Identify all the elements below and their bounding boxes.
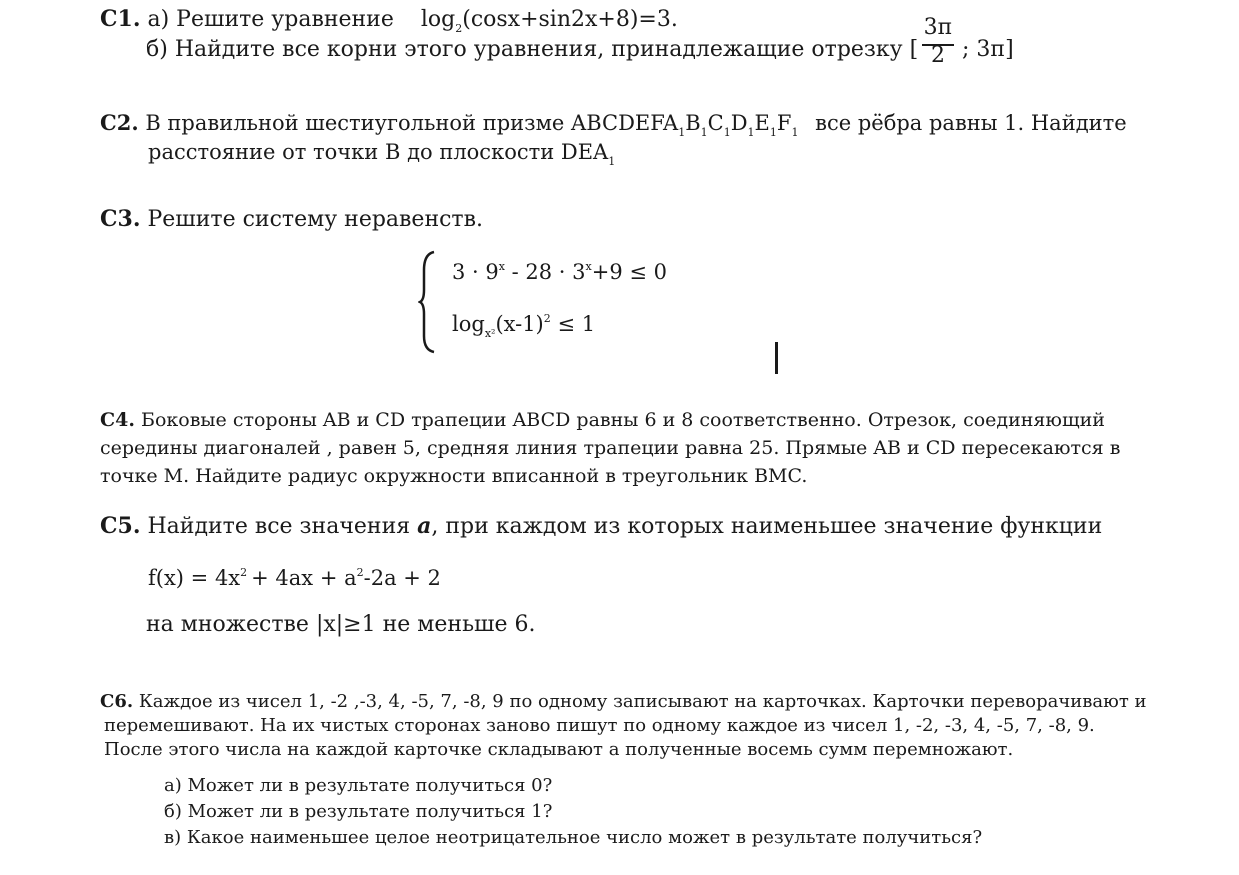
c5-f-c: -2a + 2 <box>363 566 441 590</box>
c3-system-brace <box>418 250 438 354</box>
c1-log: log <box>420 7 456 32</box>
c3-ineq1-exp-1: x <box>498 260 505 273</box>
c6-label: С6. <box>100 691 134 712</box>
c6-line-3: После этого числа на каждой карточке складывают а полученные восемь сумм перемножают. <box>104 739 1014 760</box>
c1-a-prefix: а) Решите уравнение <box>147 7 394 32</box>
c3-ineq1-b: - 28 · 3 <box>504 260 586 284</box>
c2-point-f: F <box>776 111 792 135</box>
c2-sub-5: 1 <box>769 126 777 139</box>
c1-line-a <box>100 6 678 35</box>
c2-point-c: C <box>707 111 724 135</box>
c4-label: С4. <box>100 409 135 431</box>
c5-f-b: + 4ax + a <box>251 566 357 590</box>
c5-variable: a <box>417 513 432 539</box>
c1-line-b <box>146 37 918 62</box>
c1-label: С1. <box>100 6 141 32</box>
c5-text-a: Найдите все значения <box>147 514 418 539</box>
c1-b-end: ; 3п] <box>962 37 1014 62</box>
c6-question-c: в) Какое наименьшее целое неотрицательное число может в результате получиться? <box>164 827 983 848</box>
c1-log-base: 2 <box>455 22 463 35</box>
c2-sub-1: 1 <box>678 126 686 139</box>
c3-text: Решите систему неравенств. <box>147 207 483 232</box>
c5-label: С5. <box>100 513 141 539</box>
c5-f-pow-2: 2 <box>356 566 364 579</box>
c2-sub-4: 1 <box>747 126 755 139</box>
c2-sub-7: 1 <box>608 155 616 168</box>
c2-sub-6: 1 <box>791 126 799 139</box>
c2-line-2 <box>148 140 616 168</box>
c2-line-1 <box>100 110 1127 139</box>
c2-line-1-b: все рёбра равны 1. Найдите <box>808 111 1127 135</box>
c3-label: С3. <box>100 206 141 232</box>
c6-line-1-text: Каждое из чисел 1, -2 ,-3, 4, -5, 7, -8, 9 по одному записывают на карточках. Карточки переворачивают и <box>138 691 1147 712</box>
c6-line-1 <box>100 691 1147 712</box>
c3-ineq1-a: 3 · 9 <box>452 260 499 284</box>
c5-text-b: , при каждом из которых наименьшее значение функции <box>431 514 1103 539</box>
c3-ineq1-c: +9 ≤ 0 <box>591 260 668 284</box>
c3-inequality-2 <box>452 312 596 340</box>
c2-line-1-a: В правильной шестиугольной призме ABCDEFA <box>145 111 679 135</box>
c3-inequality-1 <box>452 260 667 284</box>
c3-ineq2-expr: (x-1) <box>495 312 544 336</box>
c4-line-2: середины диагоналей , равен 5, средняя линия трапеции равна 25. Прямые AB и CD пересекаются в <box>100 437 1121 459</box>
c4-line-1 <box>100 409 1105 431</box>
c1-fraction-numerator: 3п <box>923 15 953 40</box>
c2-point-d: D <box>730 111 748 135</box>
c3-ineq2-end: ≤ 1 <box>550 312 596 336</box>
c2-line-2-text: расстояние от точки B до плоскости DEA <box>148 140 609 164</box>
c2-sub-3: 1 <box>723 126 731 139</box>
c3-line <box>100 206 483 232</box>
c2-point-e: E <box>754 111 770 135</box>
c2-sub-2: 1 <box>700 126 708 139</box>
c3-ineq2-log: log <box>452 312 485 336</box>
c2-point-b: B <box>685 111 701 135</box>
c3-ineq2-pow: 2 <box>543 312 551 325</box>
c3-ineq1-exp-2: x <box>585 260 592 273</box>
c6-line-2: перемешивают. На их чистых сторонах заново пишут по одному каждое из чисел 1, -2, -3, 4, -5, 7, -8, 9. <box>104 715 1095 736</box>
c6-question-b: б) Может ли в результате получиться 1? <box>164 801 553 822</box>
c1-b-text: б) Найдите все корни этого уравнения, принадлежащие отрезку [ <box>146 37 919 62</box>
c4-line-1-text: Боковые стороны AB и CD трапеции ABCD равны 6 и 8 соответственно. Отрезок, соединяющий <box>141 409 1105 431</box>
c5-set-condition: на множестве |x|≥1 не меньше 6. <box>146 612 536 637</box>
c3-ineq2-base: x² <box>484 327 496 340</box>
c5-f-a: f(x) = 4x <box>148 566 241 590</box>
c4-line-3: точке M. Найдите радиус окружности вписанной в треугольник BMC. <box>100 465 808 487</box>
c5-line <box>100 513 1102 539</box>
c6-question-a: а) Может ли в результате получиться 0? <box>164 775 553 796</box>
c5-f-pow-1: 2 <box>240 566 248 579</box>
c5-function <box>148 566 441 590</box>
c1-expression: (cosx+sin2x+8)=3. <box>462 7 678 32</box>
c1-fraction-denominator: 2 <box>931 43 945 68</box>
c2-label: С2. <box>100 110 139 135</box>
text-cursor <box>775 342 778 374</box>
